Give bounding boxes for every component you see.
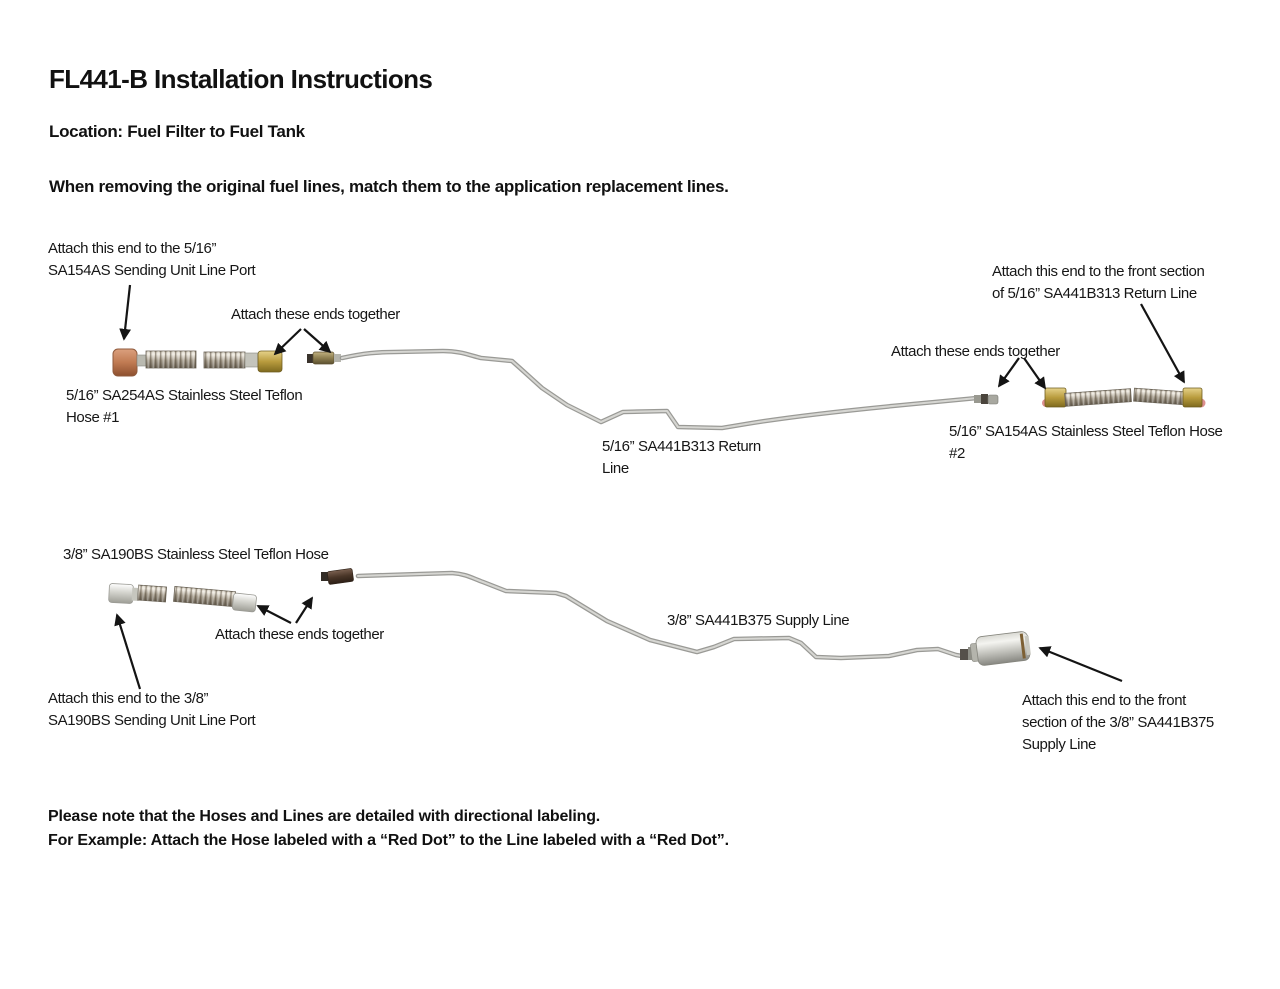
directional-labeling-note: Please note that the Hoses and Lines are detailed with directional labeling. For Example: Attach the Hose labeled with a “Red Dot” to the Line labeled with a “Red Dot”.	[48, 808, 729, 849]
hose1-braid	[146, 351, 245, 368]
callout-attach-ends-together-3: Attach these ends together	[215, 626, 384, 643]
callout-attach-sending-unit-38: Attach this end to the 3/8” SA190BS Sending Unit Line Port	[48, 690, 256, 729]
hose1-sa254as	[113, 349, 282, 376]
label-supply-line: 3/8” SA441B375 Supply Line	[667, 612, 850, 629]
hose1-copper-fitting	[113, 349, 137, 376]
hose38-braid-right	[174, 586, 236, 606]
hose38-right-fitting	[232, 593, 257, 612]
supply-line-sa441b375	[358, 573, 962, 658]
page-title: FL441-B Installation Instructions	[49, 64, 433, 94]
hose1-collar	[245, 353, 258, 367]
callout-attach-front-supply: Attach this end to the front section of the 3/8” SA441B375 Supply Line	[1022, 692, 1214, 753]
intro-line: When removing the original fuel lines, match them to the application replacement lines.	[49, 177, 729, 196]
supply-line-start-fitting	[321, 568, 354, 584]
callout-attach-ends-together-2: Attach these ends together	[891, 343, 1060, 360]
hose38-left-fitting	[109, 583, 134, 603]
return-line-start-fitting	[307, 352, 341, 364]
hose2-right-nut	[1183, 388, 1202, 407]
arrow-to-return-line-start	[304, 329, 330, 352]
hose38-braid-left	[138, 585, 167, 602]
label-return-line: 5/16” SA441B313 Return Line	[602, 438, 761, 477]
arrow-to-supply-line-start	[296, 598, 312, 623]
location-line: Location: Fuel Filter to Fuel Tank	[49, 122, 305, 141]
hose1-ferrule	[137, 355, 146, 366]
hose1-brass-nut	[258, 351, 282, 372]
arrow-to-hose1-copper-end	[124, 285, 130, 339]
callout-attach-front-return: Attach this end to the front section of 5/16” SA441B313 Return Line	[992, 263, 1205, 302]
arrow-to-hose2-right-end	[1141, 304, 1184, 382]
supply-line-front-cylinder	[969, 631, 1031, 667]
arrow-to-hose1-brass-end	[275, 329, 301, 354]
hose-sa190bs	[109, 583, 257, 612]
callout-attach-sending-unit-516: Attach this end to the 5/16” SA154AS Sending Unit Line Port	[48, 240, 256, 279]
arrow-to-hose38-right-end	[258, 606, 291, 623]
label-hose-38: 3/8” SA190BS Stainless Steel Teflon Hose	[63, 546, 329, 563]
return-line-end-fitting	[974, 394, 998, 404]
hose2-braid-left	[1065, 389, 1132, 407]
label-hose2: 5/16” SA154AS Stainless Steel Teflon Hose #2	[949, 423, 1223, 462]
arrow-to-supply-cylinder	[1040, 648, 1122, 681]
arrow-to-hose38-left-end	[117, 615, 140, 689]
label-hose1: 5/16” SA254AS Stainless Steel Teflon Hose #1	[66, 387, 303, 426]
hose2-braid-right	[1134, 388, 1185, 404]
hose2-left-nut	[1045, 388, 1066, 407]
hose2-sa154as	[1042, 388, 1206, 408]
callout-attach-ends-together-1: Attach these ends together	[231, 306, 400, 323]
return-line-sa441b313	[342, 351, 977, 428]
